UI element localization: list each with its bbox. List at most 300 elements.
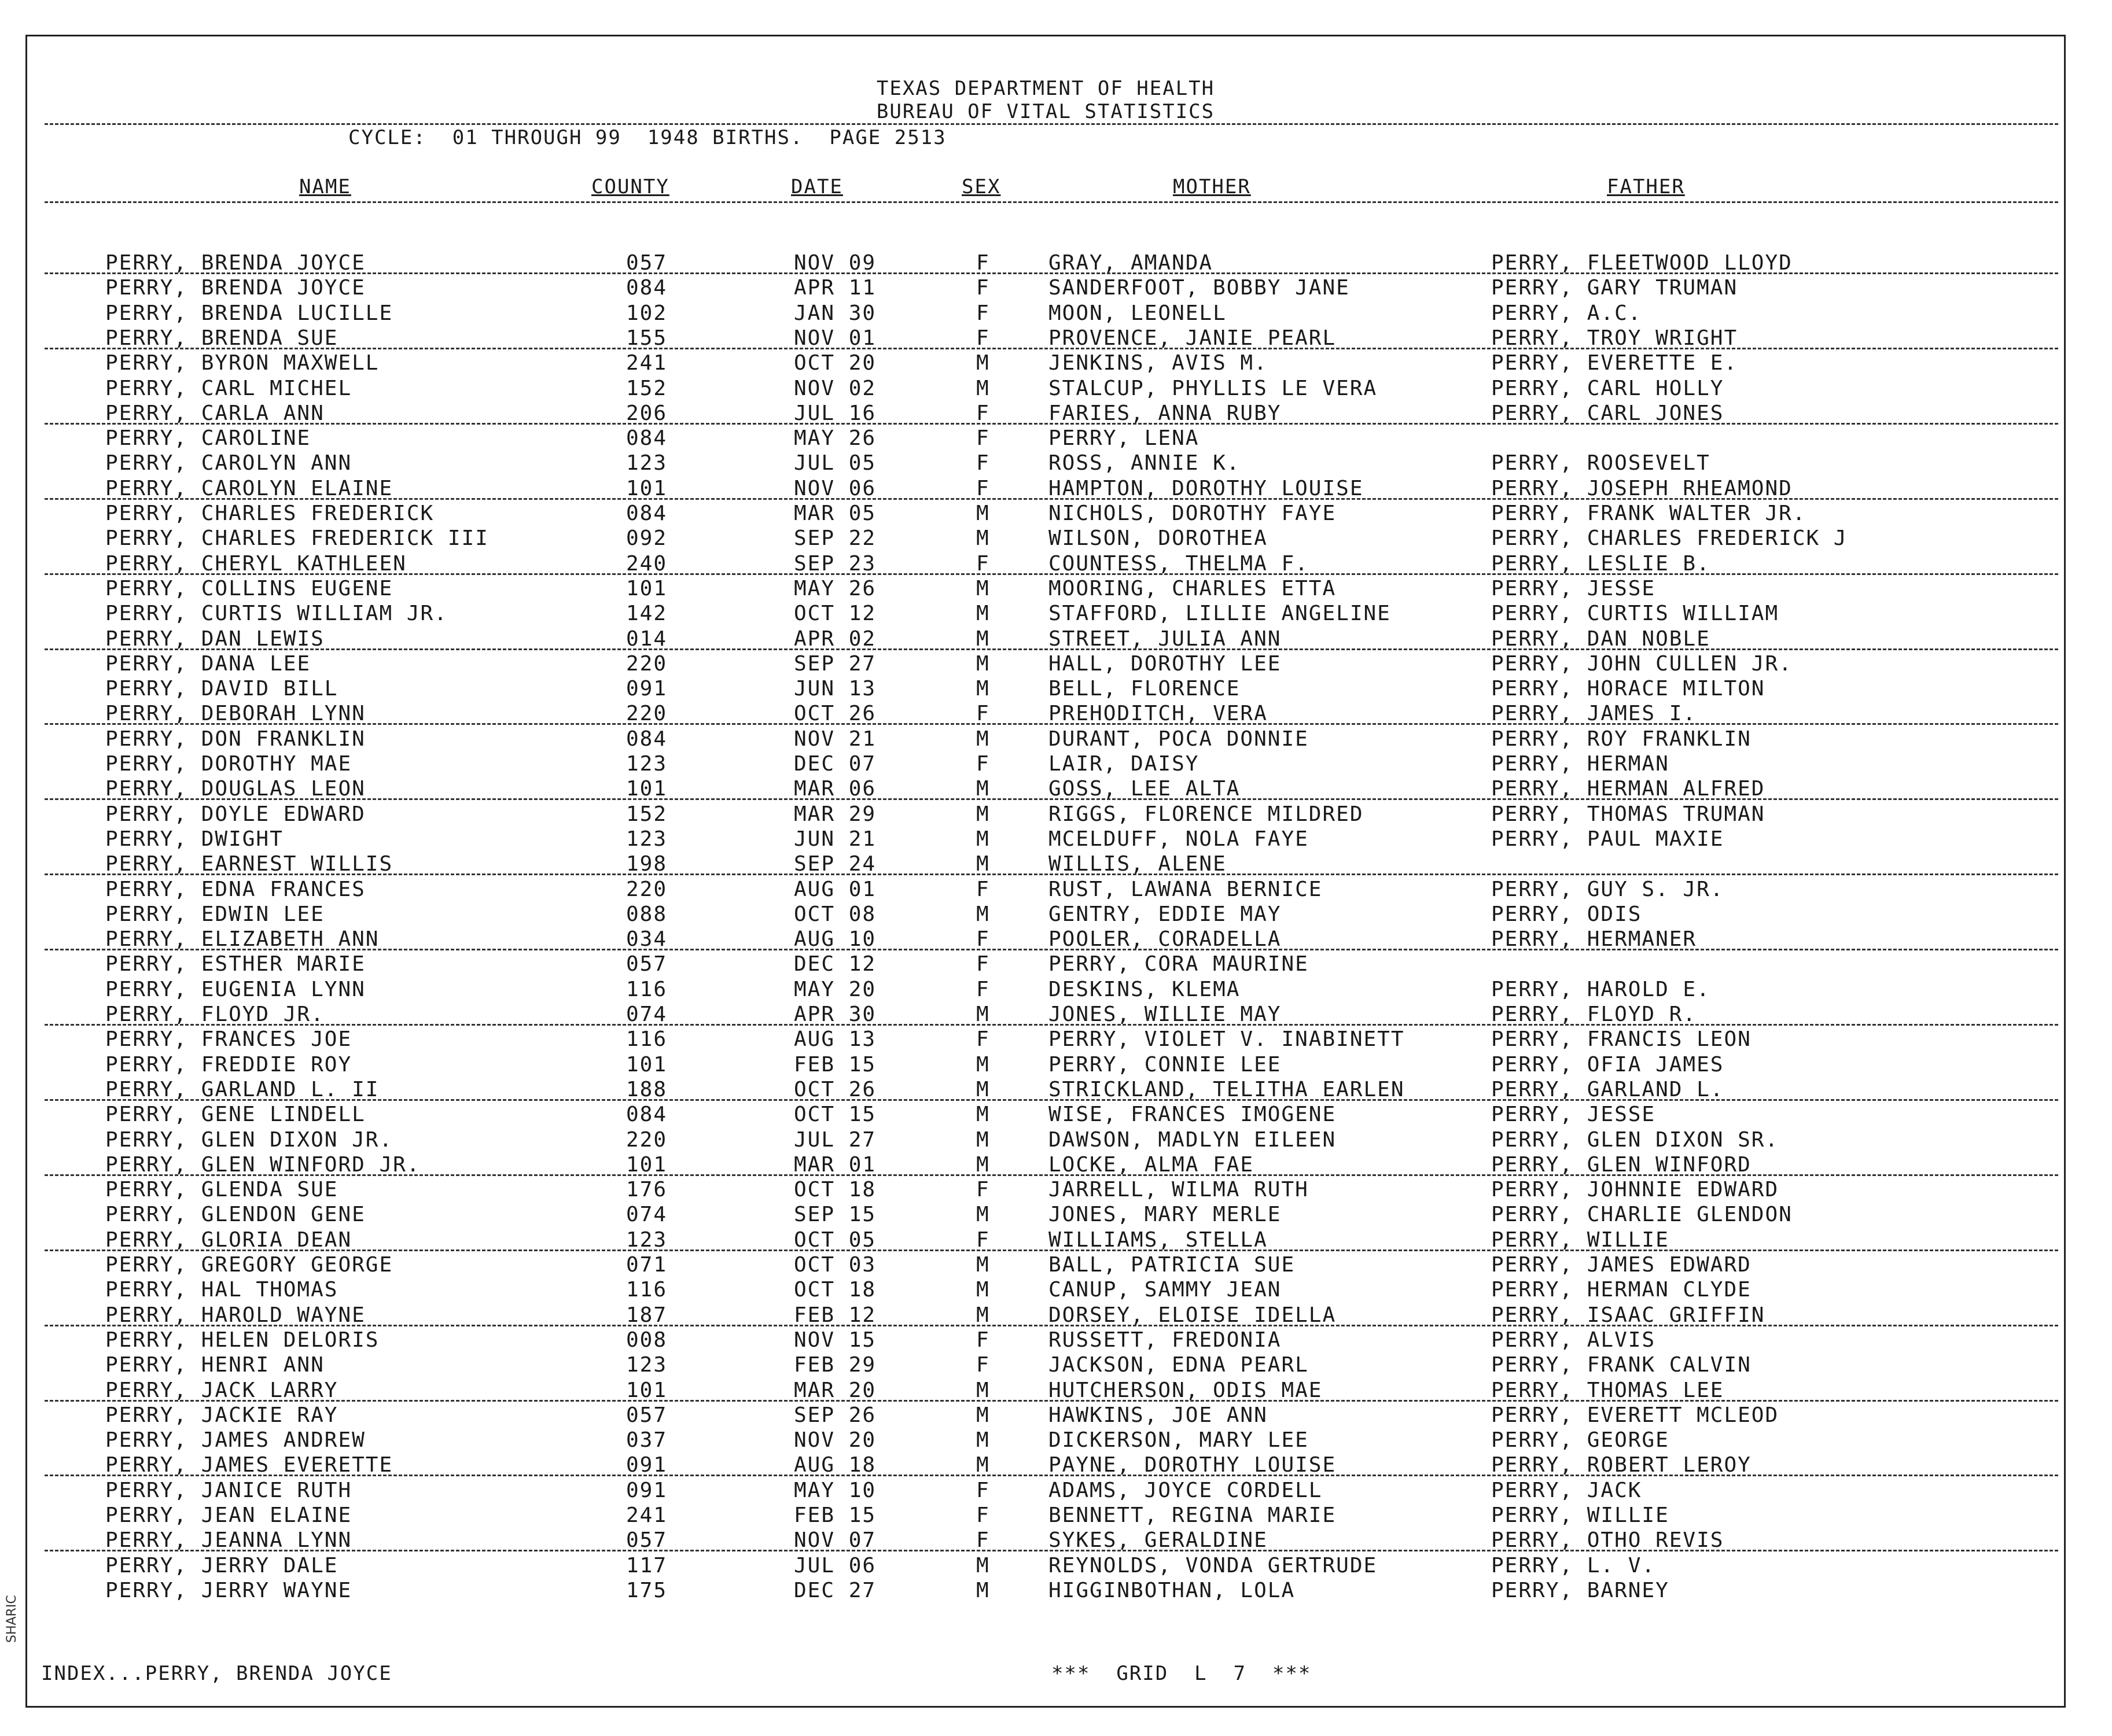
cell-county: 123 [626, 827, 668, 851]
cell-county: 220 [626, 877, 668, 901]
cell-county: 116 [626, 1278, 668, 1302]
cell-mother: STALCUP, PHYLLIS LE VERA [1048, 376, 1378, 400]
cell-date: MAY 26 [794, 426, 877, 451]
table-row [27, 1077, 2064, 1102]
cell-sex: F [976, 551, 990, 576]
cell-county: 240 [626, 551, 668, 576]
cell-mother: DAWSON, MADLYN EILEEN [1048, 1127, 1337, 1152]
cell-date: SEP 15 [794, 1203, 877, 1227]
footer-index: INDEX...PERRY, BRENDA JOYCE [41, 1662, 392, 1685]
cell-county: 057 [626, 1403, 668, 1427]
cell-sex: F [976, 451, 990, 476]
cell-father: PERRY, HORACE MILTON [1491, 677, 1765, 701]
cell-sex: M [976, 1077, 990, 1101]
cell-mother: RUST, LAWANA BERNICE [1048, 877, 1323, 901]
table-row [27, 1328, 2064, 1352]
cell-county: 084 [626, 502, 668, 525]
cell-county: 084 [626, 276, 668, 300]
cell-father: PERRY, JOHN CULLEN JR. [1491, 651, 1793, 676]
cell-date: AUG 10 [794, 927, 877, 952]
cell-sex: M [976, 376, 990, 400]
cell-date: MAR 05 [794, 502, 877, 525]
table-row [27, 952, 2064, 976]
cell-county: 187 [626, 1303, 668, 1327]
cell-mother: WILLIAMS, STELLA [1048, 1228, 1268, 1252]
side-margin-mark: SHARIC [5, 1595, 19, 1643]
table-row [27, 1127, 2064, 1152]
column-header-divider [45, 201, 2058, 203]
table-row [27, 1027, 2064, 1052]
cell-sex: M [976, 1278, 990, 1302]
cell-mother: FARIES, ANNA RUBY [1048, 401, 1282, 425]
table-row [27, 601, 2064, 626]
cell-father: PERRY, JAMES I. [1491, 702, 1697, 726]
cell-sex: F [976, 1478, 990, 1502]
cell-mother: ADAMS, JOYCE CORDELL [1048, 1478, 1323, 1502]
cell-date: OCT 18 [794, 1178, 877, 1202]
cell-father: PERRY, HERMAN CLYDE [1491, 1278, 1752, 1302]
cell-father: PERRY, GARLAND L. [1491, 1077, 1724, 1101]
cell-mother: HIGGINBOTHAN, LOLA [1048, 1578, 1296, 1602]
printout-page [25, 35, 2066, 1708]
table-row [27, 1228, 2064, 1252]
table-row [27, 701, 2064, 726]
cell-father: PERRY, OFIA JAMES [1491, 1052, 1724, 1077]
cell-county: 117 [626, 1553, 668, 1577]
cell-sex: M [976, 1002, 990, 1026]
cell-mother: HUTCHERSON, ODIS MAE [1048, 1378, 1323, 1402]
cell-mother: MOON, LEONELL [1048, 301, 1227, 325]
cell-county: 206 [626, 401, 668, 425]
cell-county: 014 [626, 626, 668, 651]
cell-name: PERRY, FREDDIE ROY [105, 1052, 352, 1077]
cell-name: PERRY, HAL THOMAS [105, 1278, 338, 1302]
table-row [27, 1202, 2064, 1227]
cell-father: PERRY, FLEETWOOD LLOYD [1491, 251, 1793, 275]
cell-date: OCT 20 [794, 351, 877, 375]
cell-county: 102 [626, 301, 668, 325]
cell-date: AUG 01 [794, 877, 877, 901]
cell-name: PERRY, CHARLES FREDERICK III [105, 526, 489, 551]
cell-county: 091 [626, 1453, 668, 1477]
table-row [27, 626, 2064, 651]
cell-date: AUG 18 [794, 1453, 877, 1477]
cell-date: NOV 09 [794, 251, 877, 275]
cell-mother: SANDERFOOT, BOBBY JANE [1048, 276, 1350, 300]
cell-father: PERRY, EVERETT MCLEOD [1491, 1403, 1779, 1427]
cell-sex: M [976, 1303, 990, 1327]
table-row [27, 351, 2064, 375]
cell-father: PERRY, GARY TRUMAN [1491, 276, 1738, 300]
table-row [27, 1478, 2064, 1503]
cycle-line: CYCLE: 01 THROUGH 99 1948 BIRTHS. PAGE 2513 [348, 126, 947, 149]
cell-date: OCT 15 [794, 1103, 877, 1127]
column-header-county: COUNTY [591, 175, 669, 198]
cell-mother: BENNETT, REGINA MARIE [1048, 1503, 1337, 1527]
cell-sex: M [976, 677, 990, 701]
cell-county: 091 [626, 677, 668, 701]
cell-date: MAY 10 [794, 1478, 877, 1502]
cell-name: PERRY, BRENDA SUE [105, 326, 338, 350]
cell-father: PERRY, THOMAS TRUMAN [1491, 802, 1765, 826]
cell-father: PERRY, CHARLIE GLENDON [1491, 1203, 1793, 1227]
cell-mother: ROSS, ANNIE K. [1048, 451, 1241, 476]
table-row [27, 877, 2064, 902]
table-row [27, 1252, 2064, 1277]
cell-mother: COUNTESS, THELMA F. [1048, 551, 1309, 576]
footer-grid-label: *** GRID L 7 *** [1051, 1662, 1312, 1685]
table-row [27, 426, 2064, 451]
cell-name: PERRY, BRENDA JOYCE [105, 251, 366, 275]
cell-name: PERRY, JERRY DALE [105, 1553, 338, 1577]
cell-name: PERRY, GLENDON GENE [105, 1203, 366, 1227]
cell-county: 241 [626, 1503, 668, 1527]
cell-date: SEP 23 [794, 551, 877, 576]
cell-sex: M [976, 502, 990, 525]
cell-county: 008 [626, 1328, 668, 1352]
cell-county: 123 [626, 451, 668, 476]
cell-father: PERRY, A.C. [1491, 301, 1642, 325]
cell-name: PERRY, CARLA ANN [105, 401, 325, 425]
cell-county: 101 [626, 1378, 668, 1402]
cell-sex: F [976, 1503, 990, 1527]
cell-name: PERRY, BRENDA JOYCE [105, 276, 366, 300]
cell-father: PERRY, HERMAN [1491, 752, 1669, 776]
cell-father: PERRY, BARNEY [1491, 1578, 1669, 1602]
cell-date: OCT 26 [794, 1077, 877, 1101]
cell-mother: JACKSON, EDNA PEARL [1048, 1353, 1309, 1377]
cell-mother: RUSSETT, FREDONIA [1048, 1328, 1282, 1352]
table-row [27, 476, 2064, 501]
cell-sex: F [976, 426, 990, 451]
cell-date: NOV 07 [794, 1528, 877, 1553]
cell-mother: WILSON, DOROTHEA [1048, 526, 1268, 551]
cell-name: PERRY, GREGORY GEORGE [105, 1253, 393, 1277]
cell-county: 084 [626, 727, 668, 751]
table-row [27, 827, 2064, 852]
cell-father: PERRY, DAN NOBLE [1491, 626, 1710, 651]
cell-father: PERRY, HERMANER [1491, 927, 1697, 952]
cell-mother: RIGGS, FLORENCE MILDRED [1048, 802, 1364, 826]
cell-sex: F [976, 401, 990, 425]
cell-county: 084 [626, 426, 668, 451]
cell-county: 057 [626, 1528, 668, 1553]
cell-mother: PERRY, CORA MAURINE [1048, 952, 1309, 976]
cell-county: 142 [626, 602, 668, 626]
cell-mother: STREET, JULIA ANN [1048, 626, 1282, 651]
cell-sex: F [976, 752, 990, 776]
table-row [27, 1102, 2064, 1127]
table-row [27, 326, 2064, 351]
cell-county: 123 [626, 1228, 668, 1252]
table-row [27, 651, 2064, 676]
cell-sex: M [976, 1403, 990, 1427]
cell-mother: WISE, FRANCES IMOGENE [1048, 1103, 1337, 1127]
cell-name: PERRY, FRANCES JOE [105, 1027, 352, 1052]
cell-name: PERRY, DANA LEE [105, 651, 311, 676]
cell-mother: DURANT, POCA DONNIE [1048, 727, 1309, 751]
cell-mother: JONES, WILLIE MAY [1048, 1002, 1282, 1026]
cell-father: PERRY, TROY WRIGHT [1491, 326, 1738, 350]
cell-county: 074 [626, 1203, 668, 1227]
cell-father: PERRY, L. V. [1491, 1553, 1656, 1577]
cell-date: SEP 22 [794, 526, 877, 551]
cell-mother: PERRY, CONNIE LEE [1048, 1052, 1282, 1077]
cell-mother: PAYNE, DOROTHY LOUISE [1048, 1453, 1337, 1477]
cell-mother: STRICKLAND, TELITHA EARLEN [1048, 1077, 1405, 1101]
cell-sex: F [976, 1228, 990, 1252]
cell-sex: F [976, 927, 990, 952]
cell-sex: F [976, 702, 990, 726]
cell-name: PERRY, DAVID BILL [105, 677, 338, 701]
cell-father: PERRY, GLEN WINFORD [1491, 1152, 1752, 1177]
cell-mother: GENTRY, EDDIE MAY [1048, 902, 1282, 926]
agency-title: TEXAS DEPARTMENT OF HEALTH [876, 77, 1215, 100]
table-row [27, 1052, 2064, 1077]
cell-sex: F [976, 1328, 990, 1352]
cell-name: PERRY, GLENDA SUE [105, 1178, 338, 1202]
column-header-date: DATE [791, 175, 843, 198]
cell-name: PERRY, GLEN WINFORD JR. [105, 1152, 421, 1177]
cell-father: PERRY, ODIS [1491, 902, 1642, 926]
cell-name: PERRY, DON FRANKLIN [105, 727, 366, 751]
cell-name: PERRY, DAN LEWIS [105, 626, 325, 651]
column-header-name: NAME [299, 175, 351, 198]
cell-name: PERRY, EDWIN LEE [105, 902, 325, 926]
cell-mother: NICHOLS, DOROTHY FAYE [1048, 502, 1337, 525]
cell-name: PERRY, FLOYD JR. [105, 1002, 325, 1026]
cell-sex: M [976, 777, 990, 801]
cell-date: APR 30 [794, 1002, 877, 1026]
cell-sex: F [976, 1528, 990, 1553]
table-row [27, 1578, 2064, 1603]
cell-father: PERRY, JAMES EDWARD [1491, 1253, 1752, 1277]
cell-county: 220 [626, 651, 668, 676]
table-row [27, 1303, 2064, 1328]
cell-sex: F [976, 276, 990, 300]
cell-date: FEB 15 [794, 1052, 877, 1077]
cell-father: PERRY, FRANCIS LEON [1491, 1027, 1752, 1052]
cell-father: PERRY, GEORGE [1491, 1428, 1669, 1453]
column-header-sex: SEX [962, 175, 1001, 198]
table-row [27, 526, 2064, 551]
cell-mother: JONES, MARY MERLE [1048, 1203, 1282, 1227]
cell-county: 074 [626, 1002, 668, 1026]
cell-date: JUL 27 [794, 1127, 877, 1152]
cell-name: PERRY, BRENDA LUCILLE [105, 301, 393, 325]
table-row [27, 401, 2064, 426]
cell-county: 220 [626, 1127, 668, 1152]
table-row [27, 576, 2064, 601]
cell-county: 092 [626, 526, 668, 551]
cell-mother: BELL, FLORENCE [1048, 677, 1241, 701]
cell-sex: M [976, 1203, 990, 1227]
cell-father: PERRY, FLOYD R. [1491, 1002, 1697, 1026]
table-row [27, 1352, 2064, 1377]
cell-mother: CANUP, SAMMY JEAN [1048, 1278, 1282, 1302]
cell-name: PERRY, EARNEST WILLIS [105, 852, 393, 876]
cell-name: PERRY, CAROLYN ANN [105, 451, 352, 476]
cell-sex: M [976, 576, 990, 600]
cell-date: SEP 26 [794, 1403, 877, 1427]
cell-sex: M [976, 1428, 990, 1453]
cell-mother: PERRY, LENA [1048, 426, 1200, 451]
cell-date: MAY 26 [794, 576, 877, 600]
cell-county: 101 [626, 777, 668, 801]
cell-sex: M [976, 727, 990, 751]
cell-date: JUL 06 [794, 1553, 877, 1577]
table-row [27, 1403, 2064, 1428]
cell-date: NOV 15 [794, 1328, 877, 1352]
cell-county: 091 [626, 1478, 668, 1502]
cell-mother: STAFFORD, LILLIE ANGELINE [1048, 602, 1391, 626]
cell-mother: WILLIS, ALENE [1048, 852, 1227, 876]
cell-mother: LOCKE, ALMA FAE [1048, 1152, 1254, 1177]
cell-date: SEP 27 [794, 651, 877, 676]
table-row [27, 451, 2064, 476]
cell-date: AUG 13 [794, 1027, 877, 1052]
cell-father: PERRY, ISAAC GRIFFIN [1491, 1303, 1765, 1327]
cell-date: OCT 12 [794, 602, 877, 626]
cell-father: PERRY, CARL JONES [1491, 401, 1724, 425]
cell-date: MAR 06 [794, 777, 877, 801]
table-row [27, 727, 2064, 751]
cell-father: PERRY, JOSEPH RHEAMOND [1491, 476, 1793, 500]
cell-sex: F [976, 877, 990, 901]
cell-county: 037 [626, 1428, 668, 1453]
cell-mother: JARRELL, WILMA RUTH [1048, 1178, 1309, 1202]
table-row [27, 927, 2064, 952]
header-divider [45, 123, 2058, 125]
cell-date: MAR 20 [794, 1378, 877, 1402]
cell-name: PERRY, CHERYL KATHLEEN [105, 551, 407, 576]
table-row [27, 551, 2064, 576]
cell-date: NOV 06 [794, 476, 877, 500]
cell-sex: M [976, 1103, 990, 1127]
cell-name: PERRY, GARLAND L. II [105, 1077, 380, 1101]
table-row [27, 1002, 2064, 1027]
cell-father: PERRY, CHARLES FREDERICK J [1491, 526, 1848, 551]
cell-date: MAY 20 [794, 977, 877, 1001]
cell-date: JUL 16 [794, 401, 877, 425]
cell-sex: M [976, 1127, 990, 1152]
cell-father: PERRY, WILLIE [1491, 1503, 1669, 1527]
cell-mother: SYKES, GERALDINE [1048, 1528, 1268, 1553]
cell-name: PERRY, JANICE RUTH [105, 1478, 352, 1502]
table-row [27, 852, 2064, 876]
cell-county: 071 [626, 1253, 668, 1277]
cell-mother: PERRY, VIOLET V. INABINETT [1048, 1027, 1405, 1052]
cell-name: PERRY, JAMES EVERETTE [105, 1453, 393, 1477]
cell-date: JAN 30 [794, 301, 877, 325]
cell-sex: M [976, 626, 990, 651]
cell-name: PERRY, BYRON MAXWELL [105, 351, 380, 375]
table-row [27, 1177, 2064, 1202]
cell-mother: REYNOLDS, VONDA GERTRUDE [1048, 1553, 1378, 1577]
table-row [27, 1453, 2064, 1477]
cell-sex: F [976, 1353, 990, 1377]
cell-mother: DESKINS, KLEMA [1048, 977, 1241, 1001]
cell-sex: M [976, 602, 990, 626]
cell-sex: M [976, 1152, 990, 1177]
cell-name: PERRY, JEANNA LYNN [105, 1528, 352, 1553]
cell-name: PERRY, DWIGHT [105, 827, 284, 851]
cell-date: MAR 29 [794, 802, 877, 826]
cell-father: PERRY, CURTIS WILLIAM [1491, 602, 1779, 626]
cell-father: PERRY, OTHO REVIS [1491, 1528, 1724, 1553]
cell-date: FEB 15 [794, 1503, 877, 1527]
cell-county: 057 [626, 251, 668, 275]
cell-county: 123 [626, 752, 668, 776]
cell-name: PERRY, HELEN DELORIS [105, 1328, 380, 1352]
cell-sex: F [976, 977, 990, 1001]
cell-father: PERRY, JOHNNIE EDWARD [1491, 1178, 1779, 1202]
table-row [27, 776, 2064, 801]
cell-date: DEC 27 [794, 1578, 877, 1602]
cell-father: PERRY, ROBERT LEROY [1491, 1453, 1752, 1477]
cell-father: PERRY, WILLIE [1491, 1228, 1669, 1252]
cell-father: PERRY, JESSE [1491, 1103, 1656, 1127]
cell-sex: M [976, 902, 990, 926]
cell-name: PERRY, HAROLD WAYNE [105, 1303, 366, 1327]
bureau-title: BUREAU OF VITAL STATISTICS [876, 100, 1215, 123]
cell-sex: M [976, 802, 990, 826]
table-row [27, 902, 2064, 927]
cell-date: NOV 20 [794, 1428, 877, 1453]
cell-sex: F [976, 326, 990, 350]
cell-father: PERRY, ROY FRANKLIN [1491, 727, 1752, 751]
cell-mother: PROVENCE, JANIE PEARL [1048, 326, 1337, 350]
cell-name: PERRY, JERRY WAYNE [105, 1578, 352, 1602]
cell-date: APR 11 [794, 276, 877, 300]
cell-sex: M [976, 526, 990, 551]
cell-mother: MCELDUFF, NOLA FAYE [1048, 827, 1309, 851]
cell-date: FEB 12 [794, 1303, 877, 1327]
cell-mother: DORSEY, ELOISE IDELLA [1048, 1303, 1337, 1327]
table-row [27, 1428, 2064, 1453]
cell-name: PERRY, ELIZABETH ANN [105, 927, 380, 952]
cell-name: PERRY, CURTIS WILLIAM JR. [105, 602, 448, 626]
cell-name: PERRY, DOUGLAS LEON [105, 777, 366, 801]
column-header-mother: MOTHER [1173, 175, 1251, 198]
cell-name: PERRY, CAROLINE [105, 426, 311, 451]
cell-name: PERRY, JACK LARRY [105, 1378, 338, 1402]
cell-sex: F [976, 952, 990, 976]
cell-county: 220 [626, 702, 668, 726]
cell-mother: DICKERSON, MARY LEE [1048, 1428, 1309, 1453]
cell-sex: F [976, 301, 990, 325]
cell-county: 101 [626, 1152, 668, 1177]
table-row [27, 1277, 2064, 1302]
table-row [27, 1553, 2064, 1578]
cell-sex: M [976, 827, 990, 851]
table-row [27, 1152, 2064, 1177]
cell-date: SEP 24 [794, 852, 877, 876]
cell-name: PERRY, EUGENIA LYNN [105, 977, 366, 1001]
cell-mother: POOLER, CORADELLA [1048, 927, 1282, 952]
cell-name: PERRY, HENRI ANN [105, 1353, 325, 1377]
cell-father: PERRY, EVERETTE E. [1491, 351, 1738, 375]
cell-date: NOV 02 [794, 376, 877, 400]
cell-name: PERRY, JEAN ELAINE [105, 1503, 352, 1527]
cell-county: 175 [626, 1578, 668, 1602]
table-row [27, 1503, 2064, 1528]
cell-date: DEC 07 [794, 752, 877, 776]
cell-sex: F [976, 1178, 990, 1202]
cell-sex: M [976, 1253, 990, 1277]
table-row [27, 301, 2064, 326]
cell-county: 101 [626, 1052, 668, 1077]
